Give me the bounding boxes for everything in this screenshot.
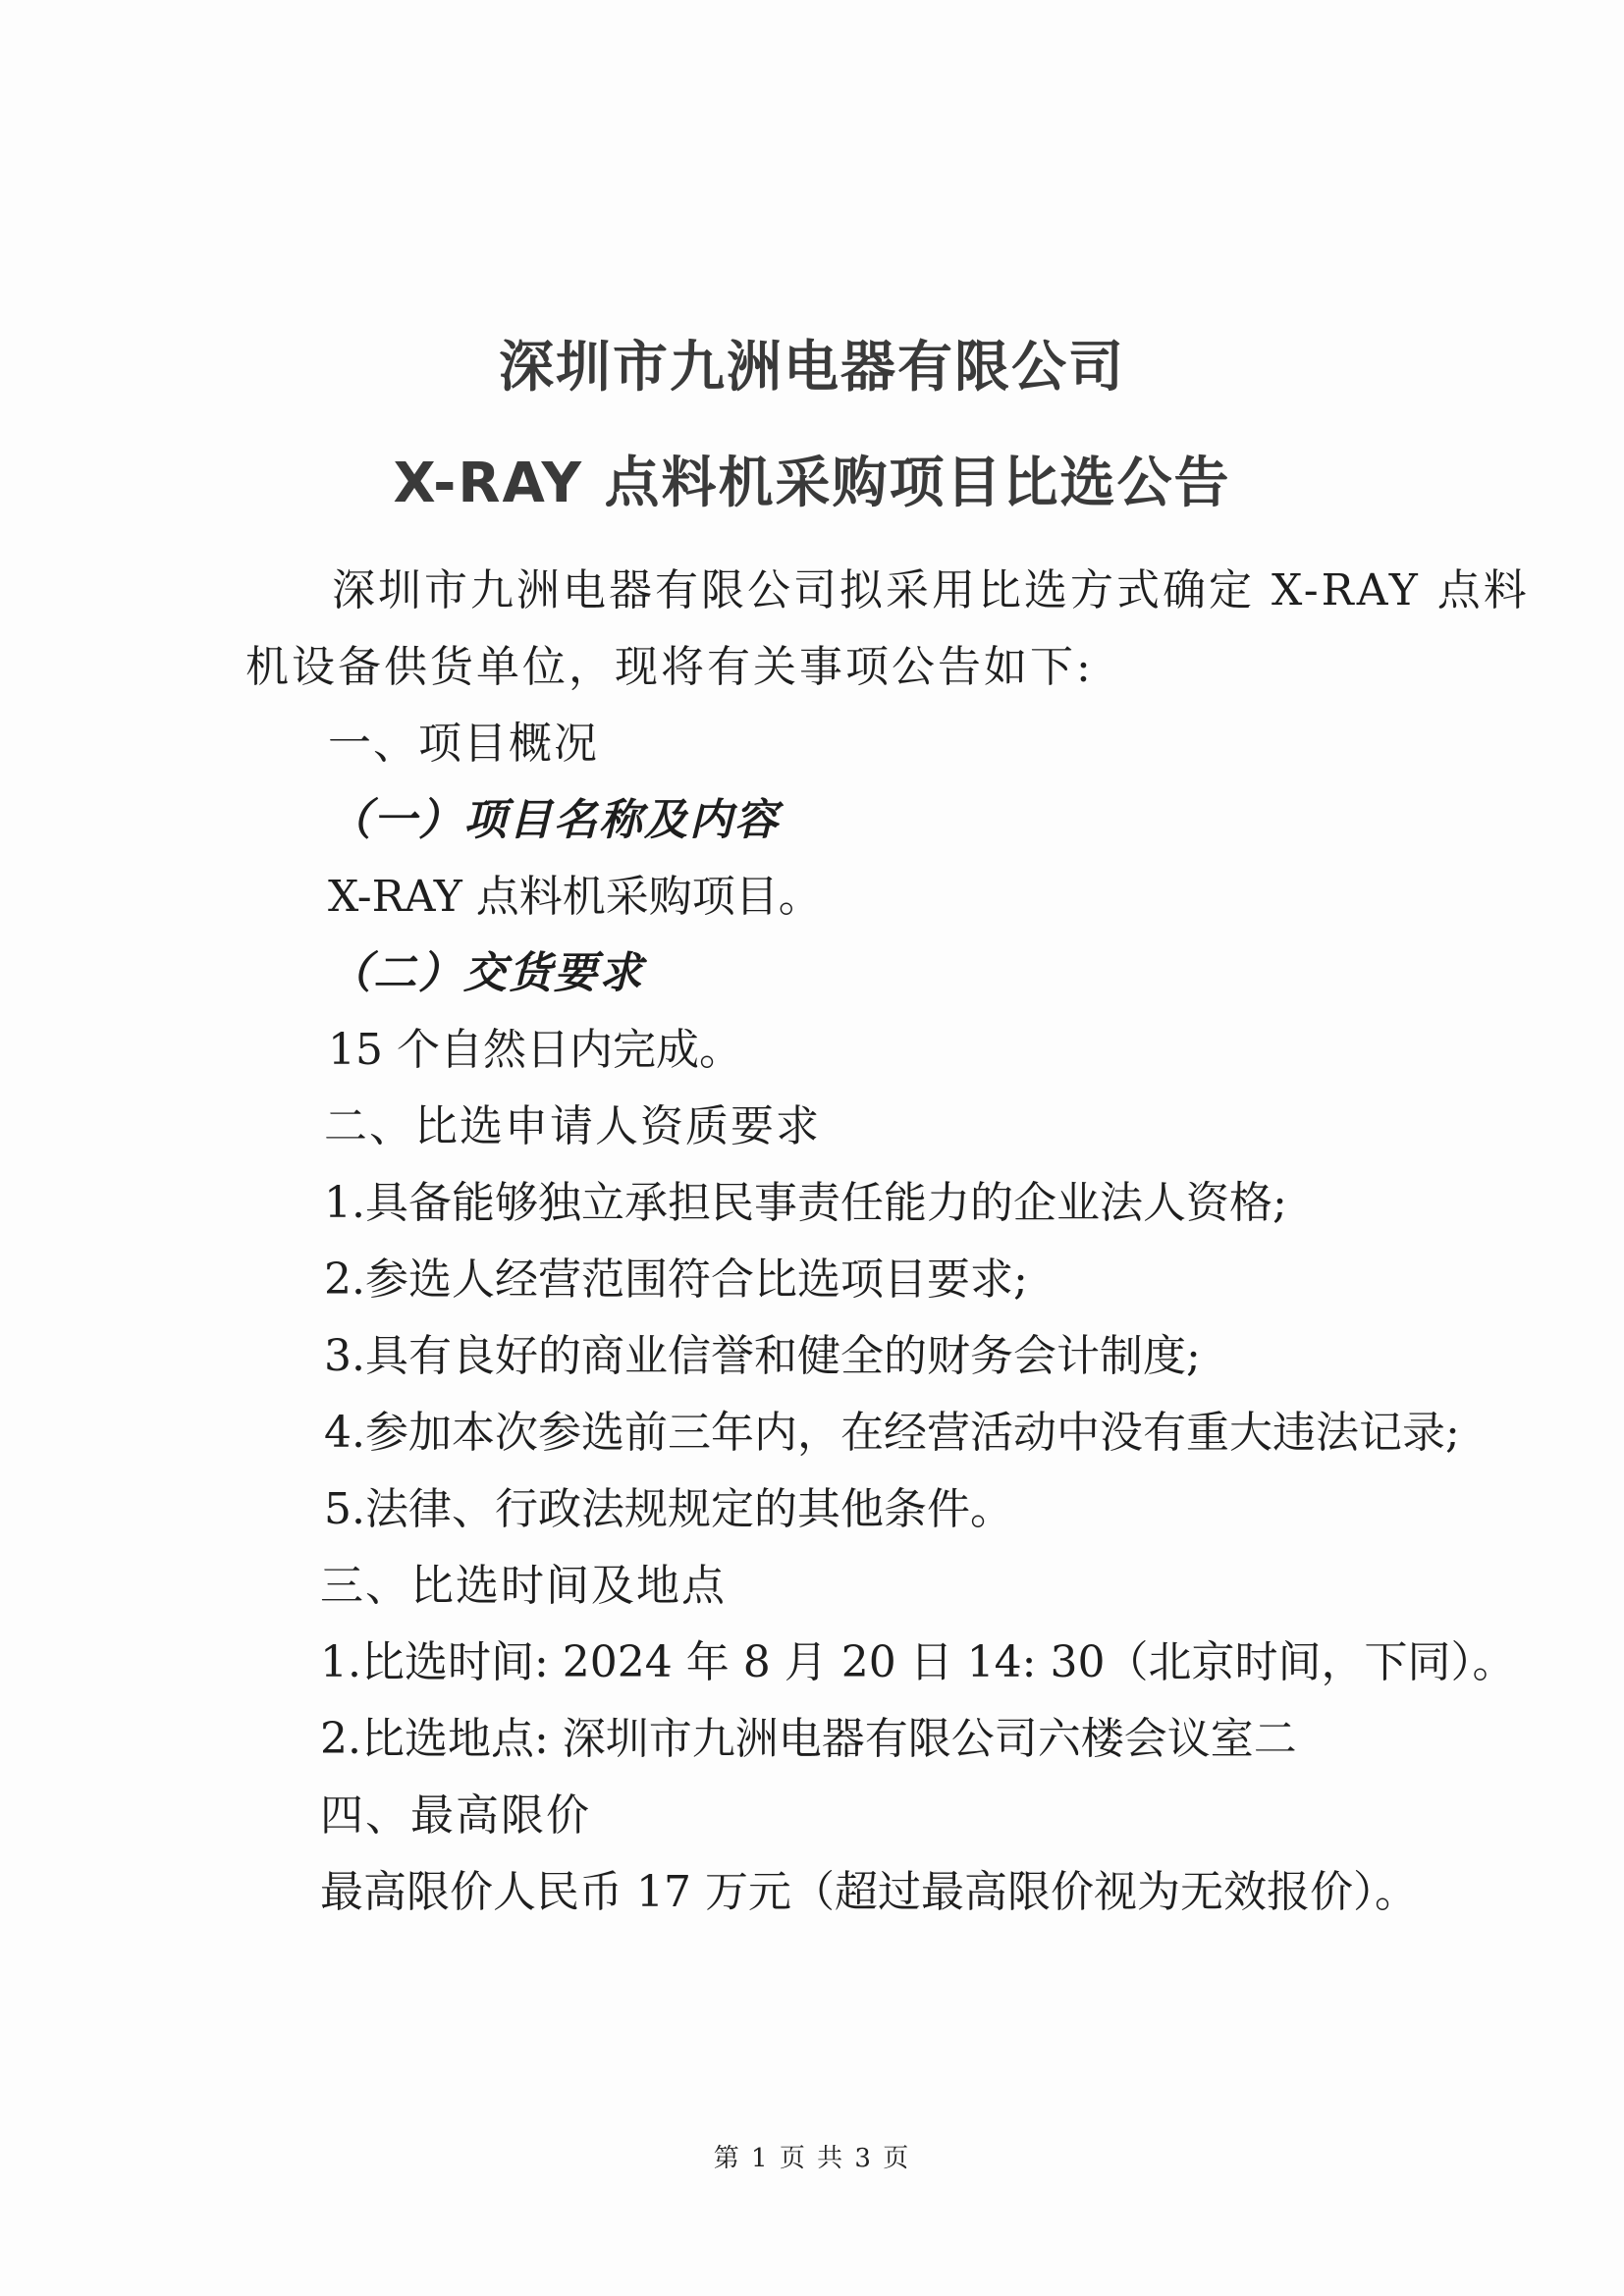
section-1-sub-1-text: X-RAY 点料机采购项目。 bbox=[328, 872, 822, 922]
section-1-sub-1-heading: （一）项目名称及内容 bbox=[328, 795, 780, 845]
section-2-item-1: 1.具备能够独立承担民事责任能力的企业法人资格; bbox=[324, 1178, 1287, 1228]
section-2-item-4: 4.参加本次参选前三年内，在经营活动中没有重大违法记录; bbox=[324, 1408, 1460, 1458]
section-2-item-3: 3.具有良好的商业信誉和健全的财务会计制度; bbox=[324, 1331, 1201, 1381]
intro-paragraph-line-1: 深圳市九洲电器有限公司拟采用比选方式确定 X-RAY 点料 bbox=[332, 565, 1530, 615]
page-number-footer: 第 1 页 共 3 页 bbox=[713, 2144, 911, 2173]
section-1-heading: 一、项目概况 bbox=[328, 719, 599, 769]
document-title-company: 深圳市九洲电器有限公司 bbox=[499, 336, 1125, 400]
section-2-heading: 二、比选申请人资质要求 bbox=[324, 1101, 821, 1151]
section-1-sub-2-text: 15 个自然日内完成。 bbox=[328, 1025, 742, 1075]
section-2-item-5: 5.法律、行政法规规定的其他条件。 bbox=[324, 1484, 1013, 1534]
intro-paragraph-line-2: 机设备供货单位，现将有关事项公告如下: bbox=[245, 642, 1094, 692]
document-title-project: X-RAY 点料机采购项目比选公告 bbox=[393, 452, 1231, 515]
section-1-sub-2-heading: （二）交货要求 bbox=[328, 948, 644, 998]
section-3-item-2: 2.比选地点: 深圳市九洲电器有限公司六楼会议室二 bbox=[320, 1714, 1297, 1764]
section-4-text: 最高限价人民币 17 万元（超过最高限价视为无效报价）。 bbox=[320, 1867, 1418, 1917]
section-3-heading: 三、比选时间及地点 bbox=[320, 1561, 727, 1611]
section-4-heading: 四、最高限价 bbox=[320, 1790, 591, 1841]
section-2-item-2: 2.参选人经营范围符合比选项目要求; bbox=[324, 1255, 1028, 1305]
section-3-item-1: 1.比选时间: 2024 年 8 月 20 日 14: 30（北京时间，下同）。 bbox=[320, 1637, 1516, 1687]
